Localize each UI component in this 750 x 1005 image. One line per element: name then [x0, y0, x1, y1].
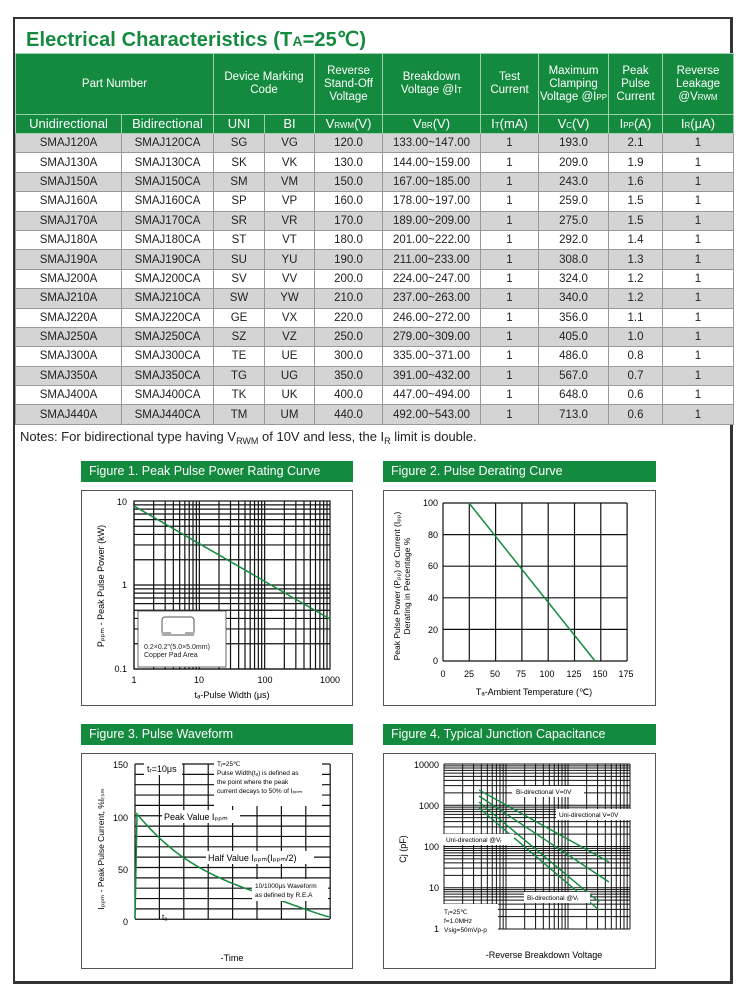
unit-header: UNI — [214, 115, 265, 134]
table-cell: 1 — [663, 134, 734, 153]
table-cell: 201.00~222.00 — [383, 230, 481, 249]
svg-text:Vsig=50mVp-p: Vsig=50mVp-p — [444, 927, 487, 934]
table-cell: YW — [265, 289, 315, 308]
table-cell: 1 — [663, 327, 734, 346]
table-cell: 1 — [663, 230, 734, 249]
table-cell: 1.2 — [609, 269, 663, 288]
table-cell: 1 — [481, 366, 539, 385]
table-cell: SMAJ180A — [16, 230, 122, 249]
table-cell: 567.0 — [539, 366, 609, 385]
table-row — [16, 386, 734, 405]
table-cell: 243.0 — [539, 172, 609, 191]
table-row — [16, 250, 734, 269]
svg-text:150: 150 — [592, 669, 608, 679]
table-cell: SMAJ220A — [16, 308, 122, 327]
table-cell: 144.00~159.00 — [383, 153, 481, 172]
svg-text:10: 10 — [428, 883, 439, 893]
table-cell: 486.0 — [539, 347, 609, 366]
group-header: Maximum Clamping Voltage @IPP — [539, 54, 609, 115]
svg-text:Peak Pulse Power (Pₚₚ) or Curr: Peak Pulse Power (Pₚₚ) or Current (Iₚₚ) — [392, 511, 402, 661]
unit-header: VRWM(V) — [315, 115, 383, 134]
table-cell: 1.5 — [609, 211, 663, 230]
group-header: Reverse Stand-Off Voltage — [315, 54, 383, 115]
table-cell: 1.2 — [609, 289, 663, 308]
svg-text:125: 125 — [566, 669, 582, 679]
table-cell: 167.00~185.00 — [383, 172, 481, 191]
table-cell: 259.0 — [539, 192, 609, 211]
unit-header: VBR(V) — [383, 115, 481, 134]
table-cell: SMAJ210A — [16, 289, 122, 308]
table-cell: VM — [265, 172, 315, 191]
figure-2-chart — [383, 490, 656, 706]
svg-text:75: 75 — [515, 669, 527, 679]
table-cell: SMAJ190A — [16, 250, 122, 269]
figure-1-title: Figure 1. Peak Pulse Power Rating Curve — [81, 461, 353, 482]
svg-text:10: 10 — [116, 497, 127, 507]
table-cell: SMAJ250A — [16, 327, 122, 346]
svg-text:0.1: 0.1 — [114, 664, 127, 674]
table-cell: 324.0 — [539, 269, 609, 288]
table-cell: 0.7 — [609, 366, 663, 385]
table-cell: 391.00~432.00 — [383, 366, 481, 385]
table-notes: Notes: For bidirectional type having $V_{RWM}$ of 10V and less, the $I_R$ limit is double. — [20, 429, 477, 446]
table-row — [16, 192, 734, 211]
svg-text:40: 40 — [427, 593, 438, 603]
svg-text:-Reverse Breakdown Voltage: -Reverse Breakdown Voltage — [485, 950, 603, 960]
table-cell: 1.6 — [609, 172, 663, 191]
table-cell: 713.0 — [539, 405, 609, 424]
table-cell: 0.6 — [609, 386, 663, 405]
table-cell: 1 — [481, 230, 539, 249]
figure-2 — [383, 461, 656, 706]
table-cell: 1.3 — [609, 250, 663, 269]
table-cell: 0.8 — [609, 347, 663, 366]
table-cell: 170.0 — [315, 211, 383, 230]
table-cell: VX — [265, 308, 315, 327]
table-cell: 160.0 — [315, 192, 383, 211]
table-row — [16, 366, 734, 385]
unit-header: IR(μA) — [663, 115, 734, 134]
table-cell: UK — [265, 386, 315, 405]
table-cell: 1.9 — [609, 153, 663, 172]
table-cell: SMAJ120A — [16, 134, 122, 153]
table-cell: 1 — [481, 308, 539, 327]
figure-4-title: Figure 4. Typical Junction Capacitance — [383, 724, 656, 745]
table-cell: 1 — [663, 308, 734, 327]
svg-text:50: 50 — [489, 669, 501, 679]
table-cell: 447.00~494.00 — [383, 386, 481, 405]
figure-1 — [81, 461, 353, 706]
table-cell: UE — [265, 347, 315, 366]
table-row — [16, 230, 734, 249]
table-cell: SW — [214, 289, 265, 308]
table-cell: VP — [265, 192, 315, 211]
table-cell: 292.0 — [539, 230, 609, 249]
svg-text:Tⱼ=25℃: Tⱼ=25℃ — [217, 761, 241, 768]
group-header: Peak Pulse Current — [609, 54, 663, 115]
table-cell: 1 — [481, 153, 539, 172]
table-cell: SMAJ170CA — [122, 211, 214, 230]
table-cell: 440.0 — [315, 405, 383, 424]
table-cell: 180.0 — [315, 230, 383, 249]
table-cell: 224.00~247.00 — [383, 269, 481, 288]
svg-text:tᵣ=10μs: tᵣ=10μs — [147, 764, 177, 774]
svg-text:100: 100 — [539, 669, 555, 679]
table-cell: VT — [265, 230, 315, 249]
table-cell: 1 — [481, 134, 539, 153]
table-cell: UG — [265, 366, 315, 385]
svg-text:0.2×0.2"(5.0×5.0mm): 0.2×0.2"(5.0×5.0mm) — [144, 644, 210, 651]
svg-text:as defined by R.E.A: as defined by R.E.A — [255, 892, 313, 899]
unit-header: BI — [265, 115, 315, 134]
table-cell: 190.0 — [315, 250, 383, 269]
table-row — [16, 405, 734, 424]
table-cell: 340.0 — [539, 289, 609, 308]
table-cell: VZ — [265, 327, 315, 346]
table-cell: SMAJ300CA — [122, 347, 214, 366]
table-cell: 1.5 — [609, 192, 663, 211]
unit-header: IPP(A) — [609, 115, 663, 134]
table-cell: 1 — [663, 192, 734, 211]
table-cell: 120.0 — [315, 134, 383, 153]
svg-text:f=1.0MHz: f=1.0MHz — [444, 918, 472, 925]
table-cell: 492.00~543.00 — [383, 405, 481, 424]
table-row — [16, 211, 734, 230]
table-cell: SK — [214, 153, 265, 172]
table-cell: SMAJ160CA — [122, 192, 214, 211]
table-row — [16, 308, 734, 327]
table-cell: 1 — [481, 269, 539, 288]
table-cell: ST — [214, 230, 265, 249]
table-cell: UM — [265, 405, 315, 424]
table-cell: 400.0 — [315, 386, 383, 405]
table-cell: TE — [214, 347, 265, 366]
table-cell: 1 — [481, 250, 539, 269]
svg-text:Peak Value Iₚₚₘ: Peak Value Iₚₚₘ — [164, 812, 228, 822]
group-header: Part Number — [16, 54, 214, 115]
table-row — [16, 347, 734, 366]
table-cell: VV — [265, 269, 315, 288]
svg-text:175: 175 — [618, 669, 634, 679]
svg-text:0: 0 — [122, 917, 128, 927]
svg-text:150: 150 — [112, 760, 128, 770]
table-cell: SMAJ400A — [16, 386, 122, 405]
table-cell: 0.6 — [609, 405, 663, 424]
table-cell: SMAJ160A — [16, 192, 122, 211]
table-cell: SMAJ220CA — [122, 308, 214, 327]
table-cell: 250.0 — [315, 327, 383, 346]
table-cell: VR — [265, 211, 315, 230]
svg-text:current decays to 50% of Iₚₚₘ: current decays to 50% of Iₚₚₘ — [217, 788, 303, 795]
table-cell: 1 — [663, 289, 734, 308]
table-cell: 1 — [663, 172, 734, 191]
table-cell: 133.00~147.00 — [383, 134, 481, 153]
figure-2-title: Figure 2. Pulse Derating Curve — [383, 461, 656, 482]
table-cell: 1 — [481, 289, 539, 308]
table-cell: SMAJ250CA — [122, 327, 214, 346]
table-cell: SMAJ130A — [16, 153, 122, 172]
table-cell: SMAJ400CA — [122, 386, 214, 405]
table-cell: SMAJ150A — [16, 172, 122, 191]
svg-text:60: 60 — [427, 561, 438, 571]
pulse-waveform-chart — [82, 754, 351, 967]
pulse-derating-chart — [384, 491, 654, 704]
svg-text:-Time: -Time — [220, 953, 244, 963]
svg-text:10/1000μs Waveform: 10/1000μs Waveform — [255, 883, 317, 890]
table-cell: 1 — [481, 386, 539, 405]
table-cell: GE — [214, 308, 265, 327]
table-cell: 279.00~309.00 — [383, 327, 481, 346]
table-cell: 1 — [663, 405, 734, 424]
group-header: Device Marking Code — [214, 54, 315, 115]
table-cell: 308.0 — [539, 250, 609, 269]
table-cell: SZ — [214, 327, 265, 346]
table-cell: 1.1 — [609, 308, 663, 327]
table-cell: VG — [265, 134, 315, 153]
table-cell: SM — [214, 172, 265, 191]
svg-text:Uni-directional V=0V: Uni-directional V=0V — [559, 812, 619, 819]
table-cell: SMAJ210CA — [122, 289, 214, 308]
table-cell: 1 — [481, 347, 539, 366]
peak-pulse-power-chart — [82, 491, 351, 704]
table-row — [16, 172, 734, 191]
table-cell: 193.0 — [539, 134, 609, 153]
table-cell: 150.0 — [315, 172, 383, 191]
table-cell: 1 — [663, 386, 734, 405]
svg-text:Cj (pF): Cj (pF) — [398, 835, 408, 863]
unit-header: Bidirectional — [122, 115, 214, 134]
group-header: Breakdown Voltage @IT — [383, 54, 481, 115]
table-cell: 1 — [663, 366, 734, 385]
table-cell: 1 — [663, 347, 734, 366]
table-cell: 210.0 — [315, 289, 383, 308]
svg-text:1: 1 — [121, 580, 127, 590]
table-row — [16, 327, 734, 346]
figure-3 — [81, 724, 353, 969]
table-cell: SMAJ200A — [16, 269, 122, 288]
table-cell: 1.0 — [609, 327, 663, 346]
table-cell: SMAJ150CA — [122, 172, 214, 191]
table-cell: TG — [214, 366, 265, 385]
table-cell: SMAJ200CA — [122, 269, 214, 288]
svg-text:Uni-directional @Vᵣ: Uni-directional @Vᵣ — [446, 837, 502, 844]
svg-text:tₐ-Pulse Width (μs): tₐ-Pulse Width (μs) — [194, 690, 270, 700]
page-title: Electrical Characteristics (TA=25℃) — [26, 29, 367, 51]
table-cell: 356.0 — [539, 308, 609, 327]
svg-text:Pₚₚₘ - Peak Pulse Power (kW): Pₚₚₘ - Peak Pulse Power (kW) — [96, 524, 106, 648]
svg-text:10000: 10000 — [413, 760, 439, 770]
table-cell: 189.00~209.00 — [383, 211, 481, 230]
table-cell: 350.0 — [315, 366, 383, 385]
table-cell: SV — [214, 269, 265, 288]
svg-text:1000: 1000 — [418, 801, 439, 811]
figure-1-chart — [81, 490, 353, 706]
table-cell: SMAJ130CA — [122, 153, 214, 172]
table-cell: SMAJ120CA — [122, 134, 214, 153]
table-group-header-row — [16, 54, 734, 115]
table-cell: 1 — [481, 211, 539, 230]
svg-text:Bi-directional @Vᵣ: Bi-directional @Vᵣ — [527, 895, 579, 902]
svg-text:20: 20 — [427, 625, 438, 635]
group-header: Reverse Leakage @VRWM — [663, 54, 734, 115]
table-cell: SMAJ440CA — [122, 405, 214, 424]
table-row — [16, 289, 734, 308]
table-cell: 2.1 — [609, 134, 663, 153]
figure-3-title: Figure 3. Pulse Waveform — [81, 724, 353, 745]
table-cell: 648.0 — [539, 386, 609, 405]
table-cell: 1 — [481, 172, 539, 191]
svg-text:tₐ: tₐ — [162, 913, 168, 922]
group-header: Test Current — [481, 54, 539, 115]
table-cell: 1 — [663, 269, 734, 288]
table-cell: SG — [214, 134, 265, 153]
figure-4 — [383, 724, 656, 969]
svg-text:100: 100 — [257, 675, 273, 685]
table-cell: 1.4 — [609, 230, 663, 249]
figure-3-chart — [81, 753, 353, 969]
table-cell: 246.00~272.00 — [383, 308, 481, 327]
svg-text:Tₐ-Ambient Temperature (℃): Tₐ-Ambient Temperature (℃) — [475, 687, 593, 697]
unit-header: IT(mA) — [481, 115, 539, 134]
table-cell: 220.0 — [315, 308, 383, 327]
svg-text:100: 100 — [112, 813, 128, 823]
svg-text:1000: 1000 — [319, 675, 341, 685]
svg-text:100: 100 — [423, 842, 439, 852]
svg-text:0: 0 — [440, 669, 446, 679]
junction-capacitance-chart — [384, 754, 654, 967]
table-cell: 405.0 — [539, 327, 609, 346]
unit-header: Unidirectional — [16, 115, 122, 134]
table-cell: 1 — [481, 405, 539, 424]
svg-text:80: 80 — [427, 530, 438, 540]
svg-text:0: 0 — [432, 656, 438, 666]
svg-text:the point where the peak: the point where the peak — [217, 779, 289, 786]
electrical-characteristics-table — [15, 53, 734, 425]
table-cell: SMAJ190CA — [122, 250, 214, 269]
svg-text:100: 100 — [422, 498, 438, 508]
table-cell: SMAJ350A — [16, 366, 122, 385]
svg-text:50: 50 — [117, 865, 128, 875]
table-row — [16, 153, 734, 172]
svg-text:25: 25 — [463, 669, 475, 679]
table-cell: 1 — [481, 192, 539, 211]
svg-text:Copper Pad Area: Copper Pad Area — [144, 652, 198, 659]
table-cell: 1 — [663, 153, 734, 172]
svg-text:1: 1 — [433, 924, 439, 934]
table-cell: SR — [214, 211, 265, 230]
table-unit-header-row — [16, 115, 734, 134]
table-cell: 1 — [663, 250, 734, 269]
table-cell: 275.0 — [539, 211, 609, 230]
table-cell: 300.0 — [315, 347, 383, 366]
table-cell: 130.0 — [315, 153, 383, 172]
table-cell: YU — [265, 250, 315, 269]
svg-text:Bi-directional V=0V: Bi-directional V=0V — [516, 789, 572, 796]
table-cell: SMAJ170A — [16, 211, 122, 230]
table-cell: 237.00~263.00 — [383, 289, 481, 308]
svg-text:Tⱼ=25℃: Tⱼ=25℃ — [444, 909, 468, 916]
svg-text:1: 1 — [131, 675, 137, 685]
table-cell: TK — [214, 386, 265, 405]
table-cell: 178.00~197.00 — [383, 192, 481, 211]
svg-text:Iₚₚₘ - Peak Pulse Current, %Iᵣ: Iₚₚₘ - Peak Pulse Current, %Iᵣₛₘ — [96, 788, 106, 910]
table-cell: SU — [214, 250, 265, 269]
svg-text:10: 10 — [193, 675, 205, 685]
table-cell: SMAJ350CA — [122, 366, 214, 385]
table-cell: 1 — [481, 327, 539, 346]
table-cell: 211.00~233.00 — [383, 250, 481, 269]
table-cell: SP — [214, 192, 265, 211]
table-cell: SMAJ440A — [16, 405, 122, 424]
table-row — [16, 134, 734, 153]
unit-header: VC(V) — [539, 115, 609, 134]
table-cell: 209.0 — [539, 153, 609, 172]
svg-text:Pulse Width(tₐ) is defined as: Pulse Width(tₐ) is defined as — [217, 770, 299, 777]
table-cell: VK — [265, 153, 315, 172]
figure-4-chart — [383, 753, 656, 969]
table-cell: TM — [214, 405, 265, 424]
table-cell: 200.0 — [315, 269, 383, 288]
svg-text:Half Value Iₚₚₘ(Iₚₚₘ/2): Half Value Iₚₚₘ(Iₚₚₘ/2) — [208, 853, 297, 863]
table-row — [16, 269, 734, 288]
table-cell: SMAJ180CA — [122, 230, 214, 249]
table-cell: 335.00~371.00 — [383, 347, 481, 366]
table-cell: SMAJ300A — [16, 347, 122, 366]
table-cell: 1 — [663, 211, 734, 230]
svg-text:Derating in Percentage %: Derating in Percentage % — [402, 537, 412, 635]
